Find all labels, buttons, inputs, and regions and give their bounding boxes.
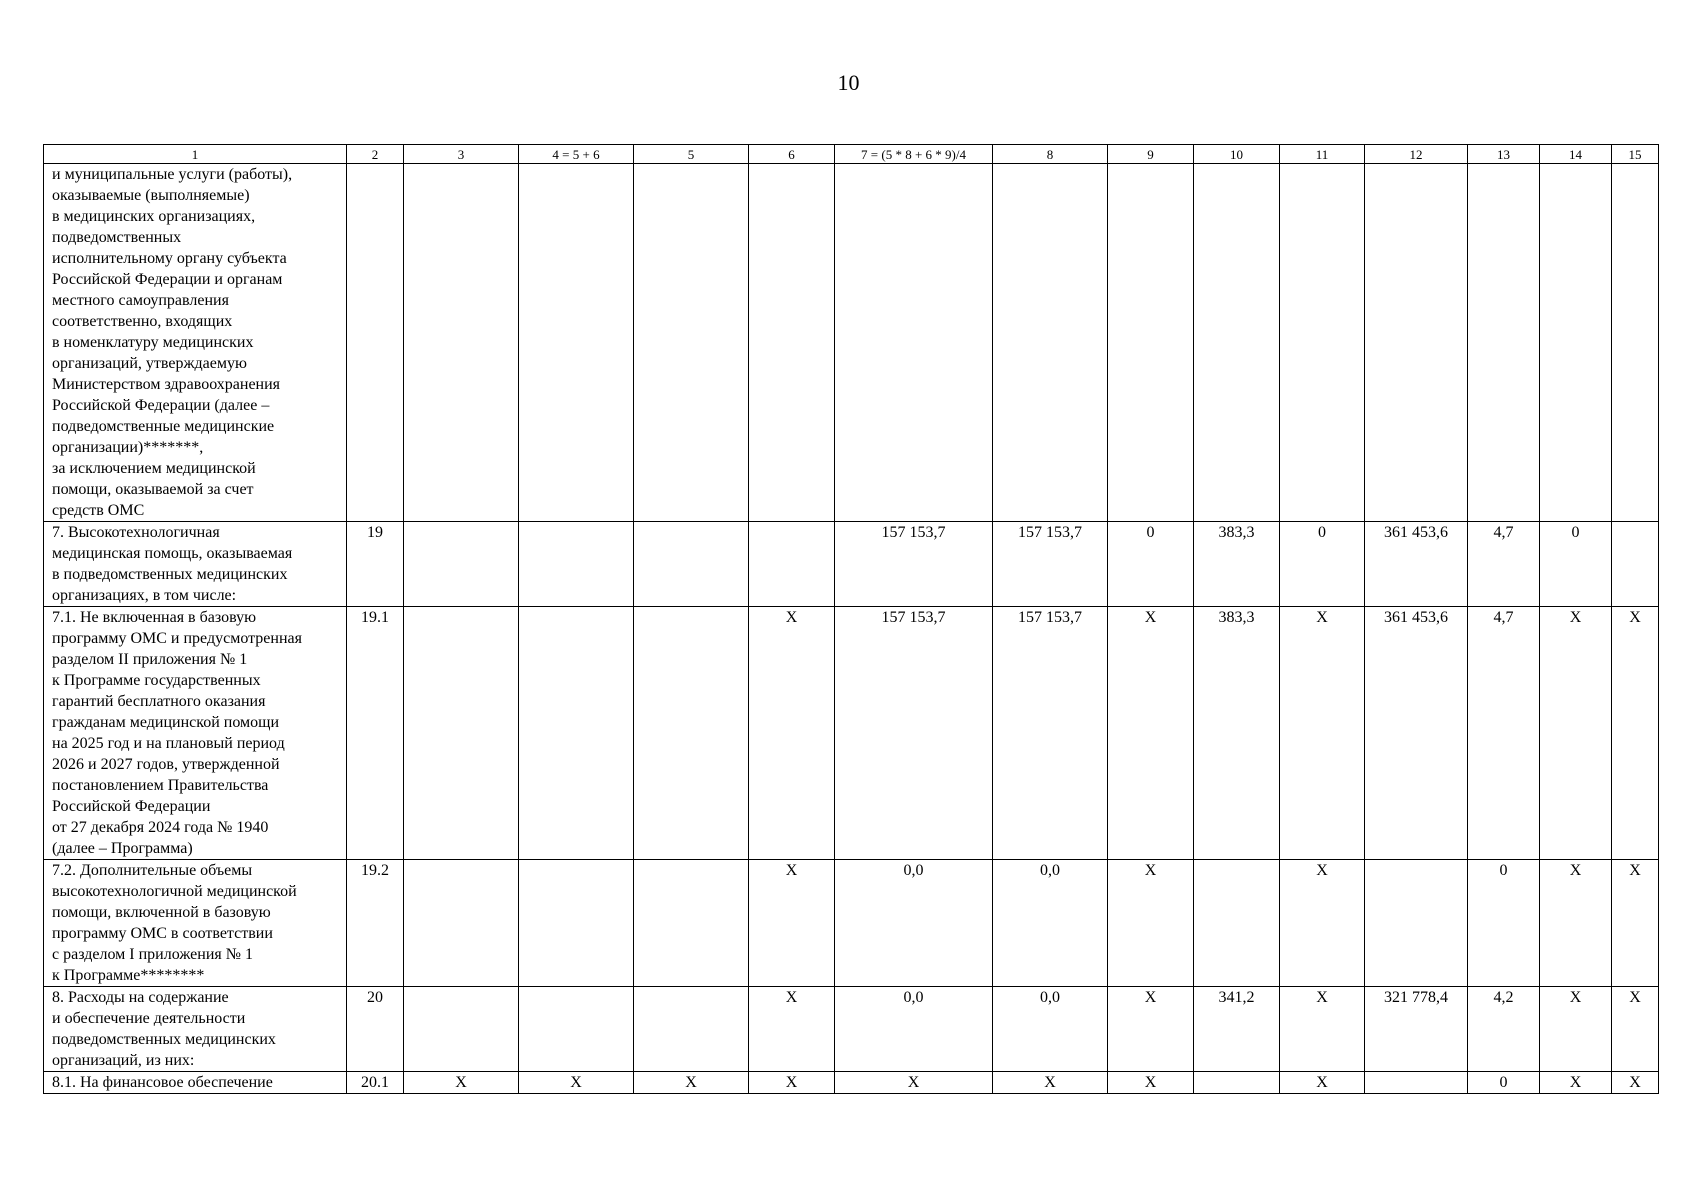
table-cell xyxy=(1365,164,1468,522)
table-cell xyxy=(519,164,634,522)
table-body xyxy=(44,145,1659,1094)
table-cell xyxy=(1194,860,1280,987)
table-cell xyxy=(1108,164,1194,522)
table-cell xyxy=(749,522,835,607)
table-cell xyxy=(404,164,519,522)
column-header: 15 xyxy=(1612,145,1659,164)
column-header: 8 xyxy=(993,145,1108,164)
table-cell xyxy=(1280,164,1365,522)
table-cell: 0 xyxy=(1468,860,1540,987)
table-cell: 361 453,6 xyxy=(1365,522,1468,607)
table-cell xyxy=(634,164,749,522)
table-cell xyxy=(634,987,749,1072)
table-cell: 383,3 xyxy=(1194,522,1280,607)
column-header: 6 xyxy=(749,145,835,164)
table-cell: Х xyxy=(749,987,835,1072)
table-cell: 19 xyxy=(347,522,404,607)
table-row xyxy=(44,987,1659,1072)
table-cell: Х xyxy=(993,1072,1108,1094)
table-cell xyxy=(519,522,634,607)
table-cell: Х xyxy=(1108,860,1194,987)
table-cell xyxy=(519,860,634,987)
table-cell: 157 153,7 xyxy=(835,607,993,860)
table-cell xyxy=(1365,1072,1468,1094)
table-cell: Х xyxy=(1540,987,1612,1072)
table-cell: 0,0 xyxy=(993,987,1108,1072)
row-name: 7. Высокотехнологичная медицинская помощь, оказываемая в подведомственных медицинских организациях, в том числе: xyxy=(44,522,347,607)
table-cell: 0,0 xyxy=(835,860,993,987)
table-cell: Х xyxy=(1108,987,1194,1072)
table-cell: 0 xyxy=(1540,522,1612,607)
column-header: 4 = 5 + 6 xyxy=(519,145,634,164)
table-cell xyxy=(1540,164,1612,522)
column-header: 2 xyxy=(347,145,404,164)
table-row xyxy=(44,522,1659,607)
table-cell: Х xyxy=(835,1072,993,1094)
column-header: 10 xyxy=(1194,145,1280,164)
table-cell: Х xyxy=(1280,987,1365,1072)
table-cell xyxy=(347,164,404,522)
table-cell: Х xyxy=(749,1072,835,1094)
row-name: 8.1. На финансовое обеспечение xyxy=(44,1072,347,1094)
table-cell: 383,3 xyxy=(1194,607,1280,860)
column-header: 1 xyxy=(44,145,347,164)
table-cell: Х xyxy=(519,1072,634,1094)
table-cell: Х xyxy=(1540,1072,1612,1094)
column-header: 3 xyxy=(404,145,519,164)
table-cell: Х xyxy=(634,1072,749,1094)
table-cell: 19.2 xyxy=(347,860,404,987)
table-cell: 4,7 xyxy=(1468,522,1540,607)
table-cell: 19.1 xyxy=(347,607,404,860)
table-cell: Х xyxy=(1612,860,1659,987)
table-cell: 4,2 xyxy=(1468,987,1540,1072)
table-cell: Х xyxy=(749,860,835,987)
table-cell xyxy=(404,607,519,860)
table-cell: Х xyxy=(1612,1072,1659,1094)
table-row xyxy=(44,164,1659,522)
table-cell: Х xyxy=(749,607,835,860)
table-cell: 20.1 xyxy=(347,1072,404,1094)
table-cell xyxy=(404,522,519,607)
table-cell xyxy=(404,860,519,987)
table-cell: Х xyxy=(1540,607,1612,860)
table-cell xyxy=(835,164,993,522)
table-cell: 361 453,6 xyxy=(1365,607,1468,860)
table-row xyxy=(44,1072,1659,1094)
table-cell: 157 153,7 xyxy=(835,522,993,607)
table-cell: 0,0 xyxy=(835,987,993,1072)
table-cell xyxy=(1468,164,1540,522)
table-cell: 4,7 xyxy=(1468,607,1540,860)
table-row xyxy=(44,607,1659,860)
table-row xyxy=(44,860,1659,987)
table-cell xyxy=(634,522,749,607)
row-name: и муниципальные услуги (работы), оказываемые (выполняемые) в медицинских организациях, подведомственных исполнительному органу субъекта Российской Федерации и органам местного самоуправления соответственно, входящих в номенклатуру медицинских организаций, утверждаемую Министерством здравоохранения Российской Федерации (далее – подведомственные медицинские организации)*******, за исключением медицинской помощи, оказываемой за счет средств ОМС xyxy=(44,164,347,522)
column-header: 7 = (5 * 8 + 6 * 9)/4 xyxy=(835,145,993,164)
table-cell xyxy=(404,987,519,1072)
column-header: 11 xyxy=(1280,145,1365,164)
table-cell xyxy=(519,987,634,1072)
column-header: 14 xyxy=(1540,145,1612,164)
data-table xyxy=(43,144,1659,1094)
table-cell xyxy=(519,607,634,860)
table-cell: Х xyxy=(1612,607,1659,860)
row-name: 7.2. Дополнительные объемы высокотехнологичной медицинской помощи, включенной в базовую программу ОМС в соответствии с разделом I приложения № 1 к Программе******** xyxy=(44,860,347,987)
table-cell: Х xyxy=(1108,1072,1194,1094)
table-cell xyxy=(634,607,749,860)
table-cell: 0 xyxy=(1108,522,1194,607)
column-header: 12 xyxy=(1365,145,1468,164)
table-cell: 20 xyxy=(347,987,404,1072)
table-cell xyxy=(634,860,749,987)
table-cell: 157 153,7 xyxy=(993,607,1108,860)
table-cell xyxy=(749,164,835,522)
column-header: 5 xyxy=(634,145,749,164)
table-cell xyxy=(1194,164,1280,522)
table-cell: Х xyxy=(404,1072,519,1094)
row-name: 8. Расходы на содержание и обеспечение деятельности подведомственных медицинских организаций, из них: xyxy=(44,987,347,1072)
column-header: 9 xyxy=(1108,145,1194,164)
table-cell xyxy=(1612,522,1659,607)
table-cell xyxy=(993,164,1108,522)
page-number: 10 xyxy=(837,70,860,95)
table-cell: 0,0 xyxy=(993,860,1108,987)
table-cell: 321 778,4 xyxy=(1365,987,1468,1072)
table-cell: 0 xyxy=(1280,522,1365,607)
table-cell: 0 xyxy=(1468,1072,1540,1094)
column-header: 13 xyxy=(1468,145,1540,164)
table-cell xyxy=(1612,164,1659,522)
table-cell: Х xyxy=(1612,987,1659,1072)
table-cell: 341,2 xyxy=(1194,987,1280,1072)
header-row xyxy=(44,145,1659,164)
row-name: 7.1. Не включенная в базовую программу ОМС и предусмотренная разделом II приложения № 1 к Программе государственных гарантий бесплатного оказания гражданам медицинской помощи на 2025 год и на плановый период 2026 и 2027 годов, утвержденной постановлением Правительства Российской Федерации от 27 декабря 2024 года № 1940 (далее – Программа) xyxy=(44,607,347,860)
table-cell: Х xyxy=(1540,860,1612,987)
table-cell: Х xyxy=(1280,1072,1365,1094)
table-cell: 157 153,7 xyxy=(993,522,1108,607)
table-cell: Х xyxy=(1280,860,1365,987)
table-cell: Х xyxy=(1108,607,1194,860)
table-cell xyxy=(1194,1072,1280,1094)
table-cell xyxy=(1365,860,1468,987)
table-cell: Х xyxy=(1280,607,1365,860)
